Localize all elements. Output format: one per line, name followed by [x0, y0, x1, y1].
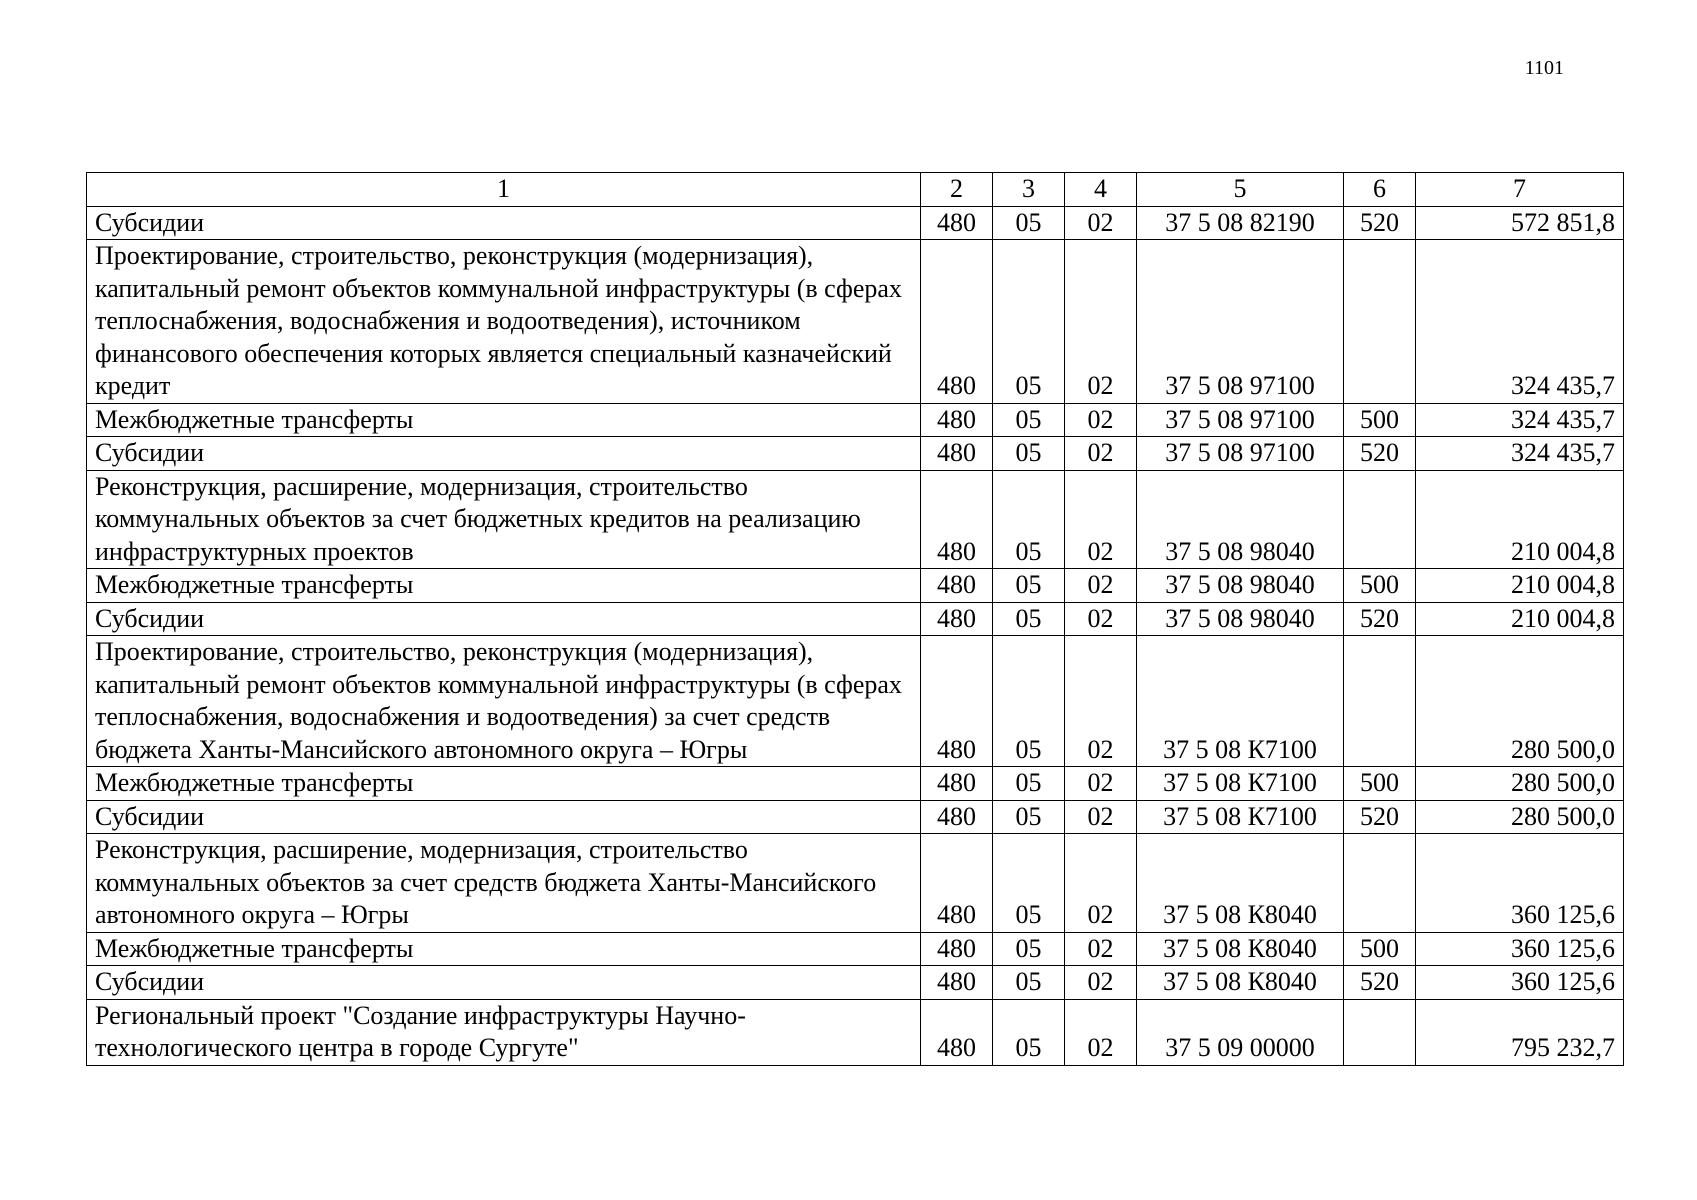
subsection-cell: 02: [1065, 569, 1137, 603]
section-cell: 05: [993, 403, 1065, 437]
admin-code-cell: 480: [921, 602, 993, 636]
section-cell: 05: [993, 569, 1065, 603]
admin-code-cell: 480: [921, 206, 993, 240]
subsection-cell: 02: [1065, 403, 1137, 437]
target-article-cell: 37 5 09 00000: [1137, 999, 1344, 1065]
amount-cell: 324 435,7: [1416, 240, 1624, 404]
expense-type-cell: 520: [1344, 206, 1416, 240]
section-cell: 05: [993, 999, 1065, 1065]
subsection-cell: 02: [1065, 206, 1137, 240]
table-row: [87, 932, 1624, 966]
section-cell: 05: [993, 636, 1065, 767]
admin-code-cell: 480: [921, 470, 993, 569]
table-row: [87, 470, 1624, 569]
table-header-row: [87, 173, 1624, 207]
section-cell: 05: [993, 206, 1065, 240]
admin-code-cell: 480: [921, 240, 993, 404]
expense-type-cell: [1344, 636, 1416, 767]
target-article-cell: 37 5 08 К8040: [1137, 966, 1344, 1000]
subsection-cell: 02: [1065, 834, 1137, 933]
amount-cell: 795 232,7: [1416, 999, 1624, 1065]
admin-code-cell: 480: [921, 932, 993, 966]
row-name-cell: Межбюджетные трансферты: [87, 932, 921, 966]
column-header: 3: [993, 173, 1065, 207]
amount-cell: 360 125,6: [1416, 932, 1624, 966]
admin-code-cell: 480: [921, 800, 993, 834]
admin-code-cell: 480: [921, 403, 993, 437]
expense-type-cell: 500: [1344, 767, 1416, 801]
section-cell: 05: [993, 767, 1065, 801]
section-cell: 05: [993, 932, 1065, 966]
admin-code-cell: 480: [921, 767, 993, 801]
admin-code-cell: 480: [921, 999, 993, 1065]
column-header: 6: [1344, 173, 1416, 207]
column-header: 7: [1416, 173, 1624, 207]
table-row: [87, 240, 1624, 404]
admin-code-cell: 480: [921, 966, 993, 1000]
amount-cell: 572 851,8: [1416, 206, 1624, 240]
section-cell: 05: [993, 966, 1065, 1000]
amount-cell: 360 125,6: [1416, 966, 1624, 1000]
subsection-cell: 02: [1065, 999, 1137, 1065]
target-article-cell: 37 5 08 К7100: [1137, 800, 1344, 834]
target-article-cell: 37 5 08 98040: [1137, 470, 1344, 569]
subsection-cell: 02: [1065, 437, 1137, 471]
admin-code-cell: 480: [921, 437, 993, 471]
amount-cell: 360 125,6: [1416, 834, 1624, 933]
expense-type-cell: 520: [1344, 602, 1416, 636]
table-row: [87, 966, 1624, 1000]
row-name-cell: Проектирование, строительство, реконструкция (модернизация), капитальный ремонт объектов коммунальной инфраструктуры (в сферах теплоснабжения, водоснабжения и водоотведения) за счет средств бюджета Ханты-Мансийского автономного округа – Югры: [87, 636, 921, 767]
section-cell: 05: [993, 437, 1065, 471]
amount-cell: 280 500,0: [1416, 800, 1624, 834]
admin-code-cell: 480: [921, 569, 993, 603]
expense-type-cell: 500: [1344, 403, 1416, 437]
amount-cell: 324 435,7: [1416, 437, 1624, 471]
expense-type-cell: [1344, 834, 1416, 933]
section-cell: 05: [993, 834, 1065, 933]
table-row: [87, 403, 1624, 437]
target-article-cell: 37 5 08 97100: [1137, 240, 1344, 404]
target-article-cell: 37 5 08 К8040: [1137, 932, 1344, 966]
page-number: 1101: [1524, 57, 1564, 79]
target-article-cell: 37 5 08 97100: [1137, 403, 1344, 437]
table-row: [87, 437, 1624, 471]
expense-type-cell: 520: [1344, 437, 1416, 471]
row-name-cell: Межбюджетные трансферты: [87, 767, 921, 801]
subsection-cell: 02: [1065, 767, 1137, 801]
row-name-cell: Реконструкция, расширение, модернизация, строительство коммунальных объектов за счет средств бюджета Ханты-Мансийского автономного округа – Югры: [87, 834, 921, 933]
table-row: [87, 767, 1624, 801]
subsection-cell: 02: [1065, 932, 1137, 966]
column-header: 4: [1065, 173, 1137, 207]
expense-type-cell: 520: [1344, 966, 1416, 1000]
expense-type-cell: 500: [1344, 932, 1416, 966]
row-name-cell: Субсидии: [87, 437, 921, 471]
expense-type-cell: 520: [1344, 800, 1416, 834]
table-row: [87, 834, 1624, 933]
target-article-cell: 37 5 08 К7100: [1137, 767, 1344, 801]
subsection-cell: 02: [1065, 636, 1137, 767]
amount-cell: 324 435,7: [1416, 403, 1624, 437]
target-article-cell: 37 5 08 97100: [1137, 437, 1344, 471]
row-name-cell: Реконструкция, расширение, модернизация, строительство коммунальных объектов за счет бюджетных кредитов на реализацию инфраструктурных проектов: [87, 470, 921, 569]
subsection-cell: 02: [1065, 470, 1137, 569]
row-name-cell: Субсидии: [87, 602, 921, 636]
amount-cell: 210 004,8: [1416, 602, 1624, 636]
expense-type-cell: [1344, 240, 1416, 404]
target-article-cell: 37 5 08 82190: [1137, 206, 1344, 240]
subsection-cell: 02: [1065, 602, 1137, 636]
section-cell: 05: [993, 800, 1065, 834]
table-row: [87, 999, 1624, 1065]
expense-type-cell: [1344, 470, 1416, 569]
row-name-cell: Региональный проект "Создание инфраструктуры Научно-технологического центра в городе Сургуте": [87, 999, 921, 1065]
table-row: [87, 206, 1624, 240]
target-article-cell: 37 5 08 К7100: [1137, 636, 1344, 767]
subsection-cell: 02: [1065, 966, 1137, 1000]
table-row: [87, 602, 1624, 636]
row-name-cell: Субсидии: [87, 206, 921, 240]
subsection-cell: 02: [1065, 240, 1137, 404]
row-name-cell: Межбюджетные трансферты: [87, 569, 921, 603]
row-name-cell: Межбюджетные трансферты: [87, 403, 921, 437]
column-header: 5: [1137, 173, 1344, 207]
admin-code-cell: 480: [921, 834, 993, 933]
column-header: 1: [87, 173, 921, 207]
target-article-cell: 37 5 08 98040: [1137, 569, 1344, 603]
table-row: [87, 800, 1624, 834]
row-name-cell: Субсидии: [87, 966, 921, 1000]
target-article-cell: 37 5 08 К8040: [1137, 834, 1344, 933]
section-cell: 05: [993, 240, 1065, 404]
amount-cell: 210 004,8: [1416, 470, 1624, 569]
amount-cell: 210 004,8: [1416, 569, 1624, 603]
section-cell: 05: [993, 470, 1065, 569]
row-name-cell: Проектирование, строительство, реконструкция (модернизация), капитальный ремонт объектов коммунальной инфраструктуры (в сферах теплоснабжения, водоснабжения и водоотведения), источником финансового обеспечения которых является специальный казначейский кредит: [87, 240, 921, 404]
expense-type-cell: 500: [1344, 569, 1416, 603]
table-row: [87, 636, 1624, 767]
amount-cell: 280 500,0: [1416, 636, 1624, 767]
expense-type-cell: [1344, 999, 1416, 1065]
admin-code-cell: 480: [921, 636, 993, 767]
subsection-cell: 02: [1065, 800, 1137, 834]
amount-cell: 280 500,0: [1416, 767, 1624, 801]
column-header: 2: [921, 173, 993, 207]
target-article-cell: 37 5 08 98040: [1137, 602, 1344, 636]
table-row: [87, 569, 1624, 603]
budget-table: [86, 172, 1624, 1066]
section-cell: 05: [993, 602, 1065, 636]
row-name-cell: Субсидии: [87, 800, 921, 834]
